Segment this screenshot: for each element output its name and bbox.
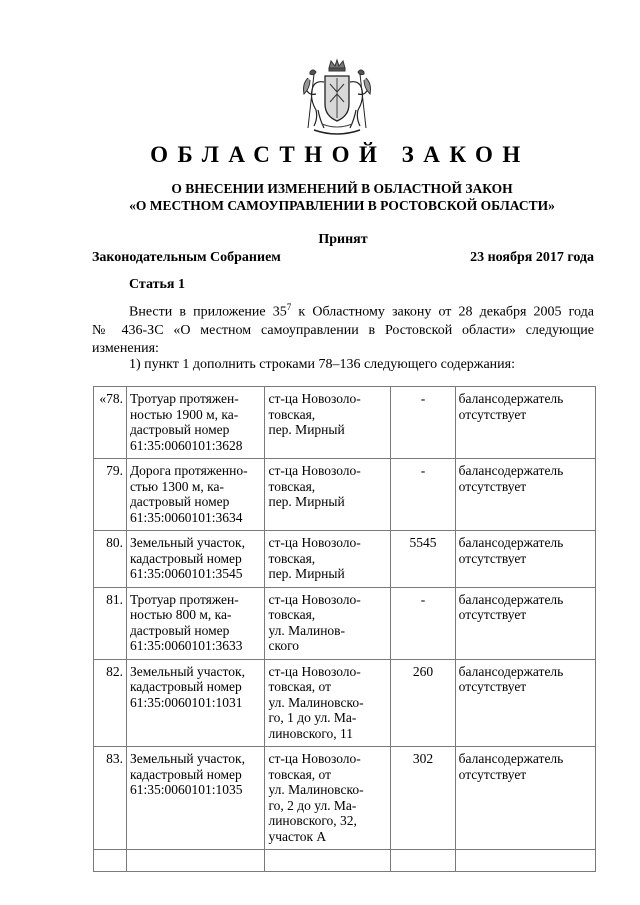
row-number-line: 79. xyxy=(106,463,123,478)
intro-line-2: № 436-ЗС «О местном самоуправлении в Ростовской области» следующие xyxy=(92,322,594,338)
law-title: ОБЛАСТНОЙ ЗАКОН xyxy=(150,142,530,167)
object-location-line: ст-ца Новозоло- xyxy=(268,663,361,679)
object-location-line: ул. Малинов- xyxy=(268,622,346,638)
object-holder-line: балансодержатель xyxy=(458,535,564,550)
object-name-line: 61:35:0060101:3628 xyxy=(129,437,243,453)
intro-superscript: 7 xyxy=(286,302,292,312)
object-location xyxy=(265,459,391,531)
object-location xyxy=(265,659,391,747)
object-location-line: ского xyxy=(268,638,300,653)
empty-cell xyxy=(94,850,127,872)
object-name-line: 61:35:0060101:1031 xyxy=(129,694,243,710)
accepted-date: 23 ноября 2017 года xyxy=(470,250,594,265)
object-name xyxy=(126,531,265,588)
object-name-line: Земельный участок, xyxy=(129,535,245,550)
empty-cell xyxy=(126,850,265,872)
object-area xyxy=(391,747,455,850)
object-location xyxy=(265,747,391,850)
object-location-line: го, 2 до ул. Ма- xyxy=(268,797,357,813)
object-name-line: ностью 1900 м, ка- xyxy=(129,406,239,422)
row-number xyxy=(94,747,127,850)
object-name-line: дастровый номер xyxy=(129,622,230,638)
object-location xyxy=(265,587,391,659)
object-area xyxy=(391,459,455,531)
object-area xyxy=(391,659,455,747)
object-name-line: 61:35:0060101:1035 xyxy=(129,782,243,797)
object-area xyxy=(391,387,455,459)
empty-cell xyxy=(391,850,455,872)
intro-text-part2: к Областному закону от 28 декабря 2005 года xyxy=(291,304,594,320)
object-location-line: товская, xyxy=(268,406,316,422)
row-number-line: 82. xyxy=(106,663,123,679)
object-location-line: товская, xyxy=(268,607,316,622)
object-holder-line: отсутствует xyxy=(458,607,527,622)
object-name-line: 61:35:0060101:3545 xyxy=(129,566,243,581)
object-holder-line: отсутствует xyxy=(458,766,527,782)
table-row xyxy=(94,531,596,588)
accepted-label: Принят xyxy=(318,232,368,247)
table-row xyxy=(94,659,596,747)
object-holder xyxy=(455,587,595,659)
object-holder-line: балансодержатель xyxy=(458,463,564,478)
object-name-line: Дорога протяженно- xyxy=(129,463,248,478)
object-name-line: Тротуар протяжен- xyxy=(129,591,239,607)
object-name-line: ностью 800 м, ка- xyxy=(129,607,232,622)
object-location-line: ст-ца Новозоло- xyxy=(268,463,361,478)
object-holder-line: отсутствует xyxy=(458,406,527,422)
object-area-line: - xyxy=(420,391,426,406)
object-name-line: кадастровый номер xyxy=(129,766,242,782)
row-number-line: «78. xyxy=(99,391,123,406)
intro-text-part1: Внести в приложение 35 xyxy=(129,304,287,320)
object-name-line: кадастровый номер xyxy=(129,679,242,694)
row-number xyxy=(94,387,127,459)
items-table-body xyxy=(94,387,596,872)
object-holder-line: балансодержатель xyxy=(458,751,564,766)
point-1-text: 1) пункт 1 дополнить строками 78–136 следующего содержания: xyxy=(129,357,515,372)
items-table xyxy=(93,386,596,872)
article-intro-paragraph xyxy=(92,298,594,358)
object-location xyxy=(265,387,391,459)
object-name-line: стью 1300 м, ка- xyxy=(129,478,224,494)
object-name-line: дастровый номер xyxy=(129,494,230,509)
object-name-line: 61:35:0060101:3633 xyxy=(129,638,243,653)
row-number xyxy=(94,459,127,531)
object-area-line: 260 xyxy=(412,663,434,679)
object-location-line: линовского, 32, xyxy=(268,813,357,828)
object-area xyxy=(391,531,455,588)
table-row xyxy=(94,747,596,850)
row-number-line: 83. xyxy=(106,751,123,766)
object-location-line: пер. Мирный xyxy=(268,494,345,509)
table-row-continuation xyxy=(94,850,596,872)
object-area-line: 5545 xyxy=(409,535,437,550)
object-holder xyxy=(455,387,595,459)
object-area-line: - xyxy=(420,591,426,607)
object-area xyxy=(391,587,455,659)
object-holder-line: отсутствует xyxy=(458,679,527,694)
object-location-line: ул. Малиновско- xyxy=(268,694,364,710)
object-holder-line: балансодержатель xyxy=(458,391,564,406)
object-location-line: го, 1 до ул. Ма- xyxy=(268,710,357,725)
row-number xyxy=(94,531,127,588)
object-location-line: ст-ца Новозоло- xyxy=(268,751,361,766)
article-heading: Статья 1 xyxy=(129,277,185,292)
object-name xyxy=(126,459,265,531)
object-location-line: ст-ца Новозоло- xyxy=(268,591,361,607)
object-name-line: кадастровый номер xyxy=(129,550,242,566)
object-location-line: пер. Мирный xyxy=(268,422,345,437)
object-holder xyxy=(455,659,595,747)
object-name xyxy=(126,747,265,850)
object-name-line: Земельный участок, xyxy=(129,663,245,679)
object-name xyxy=(126,587,265,659)
object-name-line: Земельный участок, xyxy=(129,751,245,766)
empty-cell xyxy=(455,850,595,872)
object-holder xyxy=(455,531,595,588)
row-number-line: 81. xyxy=(106,591,123,607)
law-subtitle-line1: О ВНЕСЕНИИ ИЗМЕНЕНИЙ В ОБЛАСТНОЙ ЗАКОН xyxy=(171,181,513,196)
object-holder-line: балансодержатель xyxy=(458,591,564,607)
object-location-line: товская, от xyxy=(268,679,332,694)
law-subtitle-line2: «О МЕСТНОМ САМОУПРАВЛЕНИИ В РОСТОВСКОЙ ОБЛАСТИ» xyxy=(129,198,555,213)
object-name-line: 61:35:0060101:3634 xyxy=(129,509,243,525)
object-holder xyxy=(455,747,595,850)
accepted-by: Законодательным Собранием xyxy=(92,250,281,265)
object-location xyxy=(265,531,391,588)
intro-line-1 xyxy=(92,298,594,322)
table-row xyxy=(94,387,596,459)
table-row xyxy=(94,587,596,659)
object-location-line: пер. Мирный xyxy=(268,566,345,581)
intro-line-3: изменения: xyxy=(92,340,159,356)
object-location-line: ул. Малиновско- xyxy=(268,782,364,797)
object-location-line: товская, xyxy=(268,478,316,494)
object-location-line: товская, от xyxy=(268,766,332,782)
row-number-line: 80. xyxy=(106,535,123,550)
object-name-line: Тротуар протяжен- xyxy=(129,391,239,406)
object-location-line: линовского, 11 xyxy=(268,725,354,741)
object-holder-line: балансодержатель xyxy=(458,663,564,679)
rostov-coat-of-arms-emblem xyxy=(300,58,374,138)
object-area-line: - xyxy=(420,463,426,478)
object-location-line: ст-ца Новозоло- xyxy=(268,391,361,406)
empty-cell xyxy=(265,850,391,872)
table-row xyxy=(94,459,596,531)
accepted-row xyxy=(92,250,594,266)
object-name-line: дастровый номер xyxy=(129,422,230,437)
object-holder-line: отсутствует xyxy=(458,478,527,494)
accepted-block xyxy=(92,232,594,266)
row-number xyxy=(94,659,127,747)
object-name xyxy=(126,659,265,747)
object-location-line: товская, xyxy=(268,550,316,566)
row-number xyxy=(94,587,127,659)
object-location-line: ст-ца Новозоло- xyxy=(268,535,361,550)
object-name xyxy=(126,387,265,459)
object-holder xyxy=(455,459,595,531)
object-location-line: участок А xyxy=(268,828,327,844)
object-area-line: 302 xyxy=(412,751,434,766)
object-holder-line: отсутствует xyxy=(458,550,527,566)
